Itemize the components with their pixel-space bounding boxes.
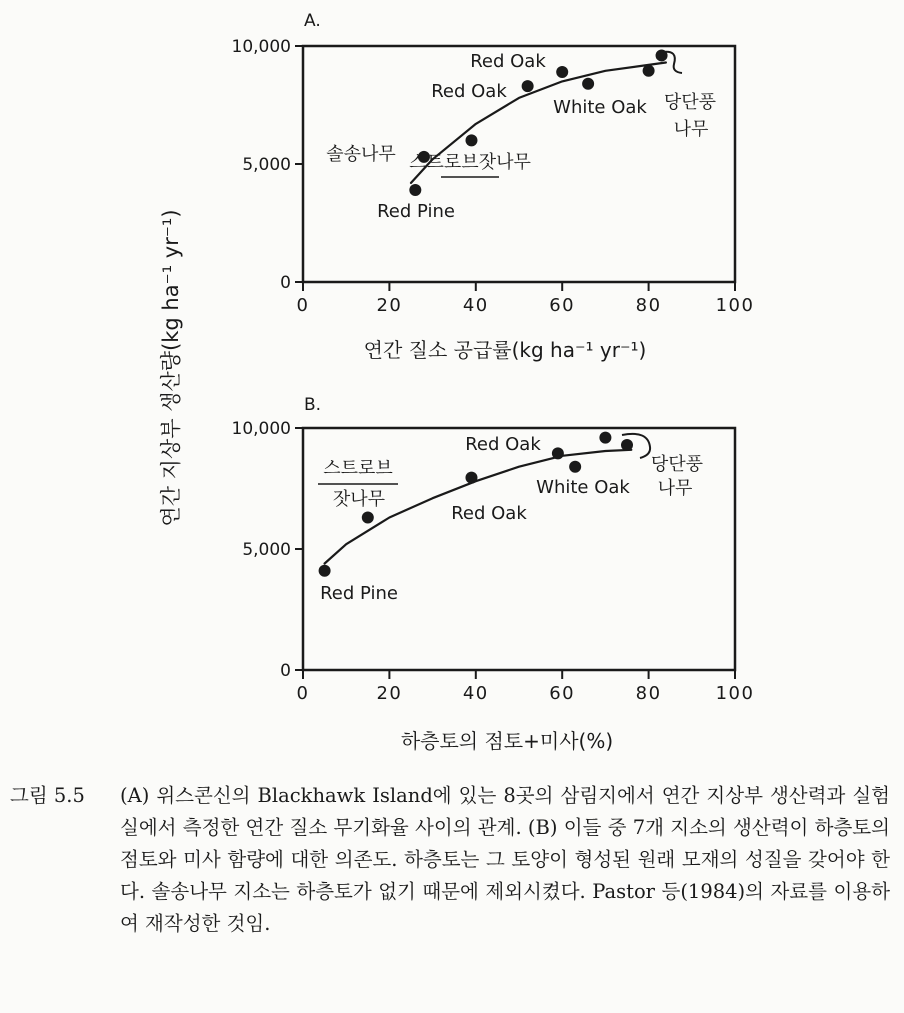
panel-b-x-tick-label: 20	[376, 683, 403, 704]
panel-b-data-point	[599, 432, 611, 444]
panel-b-data-point	[621, 439, 633, 451]
caption-text: (A) 위스콘신의 Blackhawk Island에 있는 8곳의 삼림지에서 연간 지상부 생산력과 실험실에서 측정한 연간 질소 무기화율 사이의 관계. (B) 이들 중 7개 지소의 생산력이 하층토의 점토와 미사 함량에 대한 의존도. 하층토는 그 토양이 형성된 원래 모재의 성질을 갖어야 한다. 솔송나무 지소는 하층토가 없기 때문에 제외시켰다. Pastor 등(1984)의 자료를 이용하여 재작성한 것임.	[120, 784, 890, 935]
panel-b-point-label: 스트로브	[323, 458, 393, 479]
panel-b-point-label: 나무	[657, 478, 693, 499]
panel-a-point-label: 솔송나무	[326, 144, 396, 165]
panel-b-x-tick-label: 60	[549, 683, 576, 704]
panel-b-point-label: 잣나무	[332, 489, 386, 510]
panel-b-data-point	[465, 472, 477, 484]
panel-a-x-tick-label: 80	[635, 295, 662, 316]
panel-b-y-tick-label: 0	[280, 661, 291, 681]
panel-a-y-tick-label: 5,000	[242, 155, 291, 175]
panel-a-data-point	[643, 65, 655, 77]
panel-a-title: A.	[304, 11, 321, 31]
panel-b-x-tick-label: 80	[635, 683, 662, 704]
panel-a-x-tick-label: 100	[715, 295, 755, 316]
panel-b-x-tick-label: 100	[715, 683, 755, 704]
panel-b-chart	[232, 395, 755, 753]
panel-a-point-label: 당단풍	[663, 92, 717, 113]
panel-b-point-label: White Oak	[536, 477, 630, 498]
panel-a-point-label: 스트로브잣나무	[409, 152, 531, 173]
panel-a-chart	[232, 11, 755, 362]
panel-b-title: B.	[304, 395, 322, 415]
panel-a-x-tick-label: 60	[549, 295, 576, 316]
panel-b-y-tick-label: 10,000	[231, 419, 291, 439]
panel-a-data-point	[582, 78, 594, 90]
panel-b-data-point	[569, 461, 581, 473]
panel-a-y-tick-label: 10,000	[231, 37, 291, 57]
panel-b-point-label: Red Oak	[451, 503, 527, 524]
panel-b-point-label: Red Pine	[320, 583, 398, 604]
panel-a-x-axis-label: 연간 질소 공급률(kg ha⁻¹ yr⁻¹)	[363, 338, 647, 362]
panel-a-point-label: Red Oak	[470, 51, 546, 72]
panel-a-point-label: Red Oak	[431, 81, 507, 102]
panel-a-point-label: Red Pine	[377, 201, 455, 222]
panel-b-point-label: 당단풍	[650, 454, 704, 475]
panel-a-data-point	[409, 184, 421, 196]
panel-a-x-tick-label: 20	[376, 295, 403, 316]
panel-b-data-point	[362, 512, 374, 524]
panel-b-y-tick-label: 5,000	[242, 540, 291, 560]
panel-b-data-point	[552, 447, 564, 459]
panel-a-x-tick-label: 40	[462, 295, 489, 316]
caption-label: 그림 5.5	[10, 784, 85, 807]
panel-a-data-point	[465, 134, 477, 146]
panel-b-data-point	[319, 565, 331, 577]
panel-a-point-label: White Oak	[553, 97, 647, 118]
panel-a-x-tick-label: 0	[296, 295, 310, 316]
y-axis-label: 연간 지상부 생산량(kg ha⁻¹ yr⁻¹)	[159, 209, 183, 527]
panel-a-data-point	[522, 80, 534, 92]
panel-b-x-tick-label: 40	[462, 683, 489, 704]
panel-b-point-label: Red Oak	[465, 434, 541, 455]
panel-a-y-tick-label: 0	[280, 273, 291, 293]
panel-b-x-tick-label: 0	[296, 683, 310, 704]
panel-a-data-point	[656, 49, 668, 61]
panel-a-data-point	[556, 66, 568, 78]
panel-b-x-axis-label: 하층토의 점토+미사(%)	[400, 729, 614, 753]
panel-a-point-label: 나무	[673, 119, 709, 140]
figure-caption	[10, 780, 890, 940]
